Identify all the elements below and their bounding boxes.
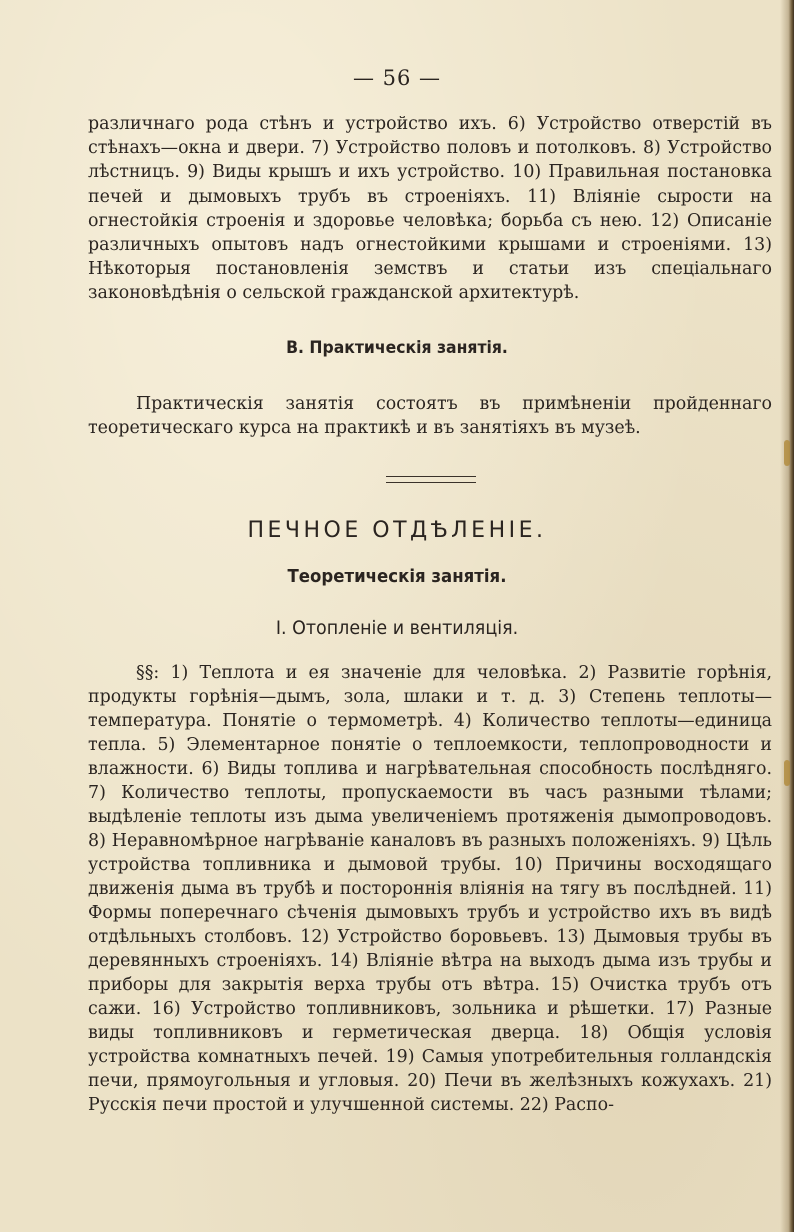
continuation-paragraph: различнаго рода стѣнъ и устройство ихъ. 6) Устройство отверстій въ стѣнахъ—окна и двери. 7) Устройство половъ и потолковъ. 8) Устройство лѣстницъ. 9) Виды крышъ и ихъ устройство. 10) Правильная постановка печей и дымовыхъ трубъ въ строеніяхъ. 11) Вліяніе сырости на огнестойкія строенія и здоровье человѣка; борьба съ нею. 12) Описаніе различныхъ опытовъ надъ огнестойкими крышами и строеніями. 13) Нѣкоторыя постановленія земствъ и статьи изъ спеціальнаго законовѣдѣнія о сельской гражданской архитектурѣ. xyxy=(88,114,772,304)
section-divider xyxy=(386,476,476,483)
subsection-heading: I. Отопленіе и вентиляція. xyxy=(275,617,519,639)
theory-heading: Теоретическія занятія. xyxy=(287,566,507,587)
page-number: — 56 — xyxy=(352,66,442,90)
edge-mark xyxy=(784,440,790,466)
page-binding-edge xyxy=(780,0,794,1232)
department-heading: ПЕЧНОЕ ОТДѢЛЕНІЕ. xyxy=(247,518,547,543)
edge-mark xyxy=(784,760,790,786)
section-b-heading: В. Практическія занятія. xyxy=(286,338,508,358)
subsection-paragraph: §§: 1) Теплота и ея значеніе для человѣка. 2) Развитіе горѣнія, продукты горѣнія—дымъ, зола, шлаки и т. д. 3) Степень теплоты—температура. Понятіе о термометрѣ. 4) Количество теплоты—единица тепла. 5) Элементарное понятіе о теплоемкости, теплопроводности и влажности. 6) Виды топлива и нагрѣвательная способность послѣдняго. 7) Количество теплоты, пропускаемости въ часъ разными тѣлами; выдѣленіе теплоты изъ дыма увеличеніемъ протяженія дымопроводовъ. 8) Неравномѣрное нагрѣваніе каналовъ въ разныхъ положеніяхъ. 9) Цѣль устройства топливника и дымовой трубы. 10) Причины восходящаго движенія дыма въ трубѣ и постороннія вліянія на тягу въ послѣдней. 11) Формы поперечнаго сѣченія дымовыхъ трубъ и устройство ихъ въ видѣ отдѣльныхъ столбовъ. 12) Устройство боровьевъ. 13) Дымовыя трубы въ деревянныхъ строеніяхъ. 14) Вліяніе вѣтра на выходъ дыма изъ трубы и приборы для закрытія верха трубы отъ вѣтра. 15) Очистка трубъ отъ сажи. 16) Устройство топливниковъ, зольника и рѣшетки. 17) Разные виды топливниковъ и герметическая дверца. 18) Общія условія устройства комнатныхъ печей. 19) Самыя употребительныя голландскія печи, прямоугольныя и угловыя. 20) Печи въ желѣзныхъ кожухахъ. 21) Русскія печи простой и улучшенной системы. 22) Распо- xyxy=(88,663,772,1115)
section-b-paragraph: Практическія занятія состоятъ въ примѣненіи пройденнаго теоретическаго курса на практикѣ и въ занятіяхъ въ музеѣ. xyxy=(88,394,772,439)
